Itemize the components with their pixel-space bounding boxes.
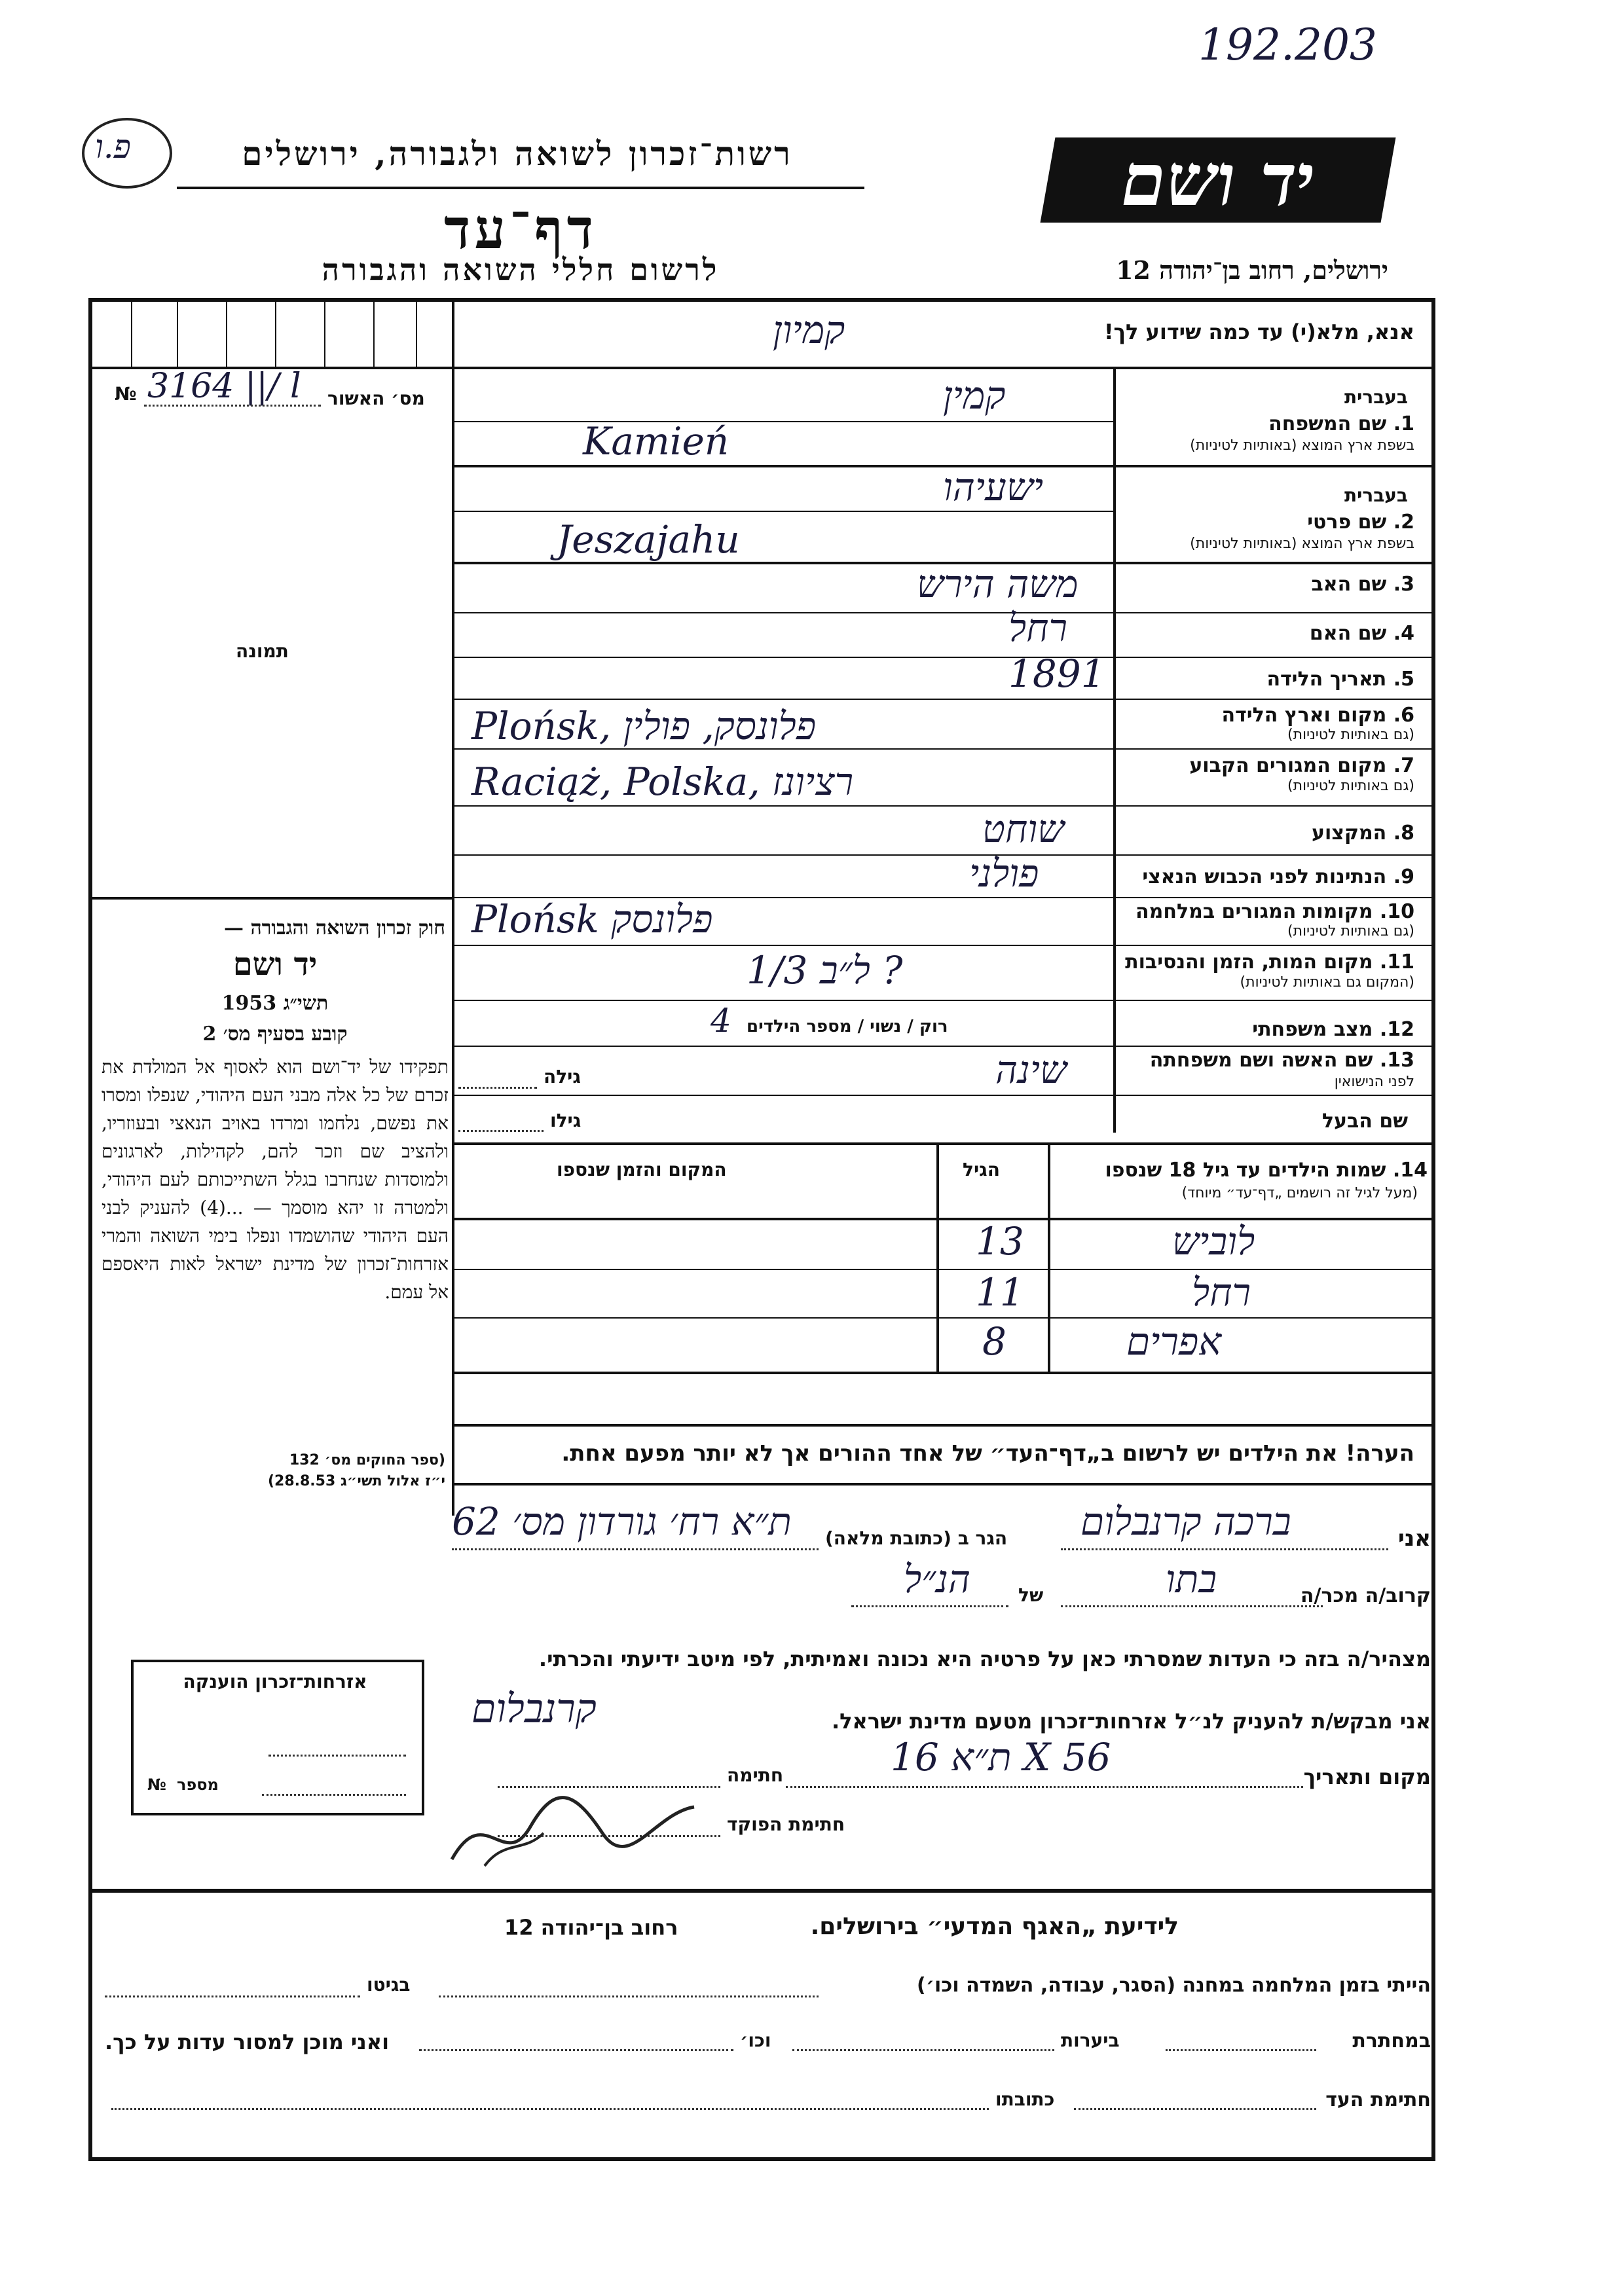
f7-sub: (גם באותיות לטיניות) [1287, 778, 1414, 794]
left-column-divider [452, 298, 454, 1516]
husband-age-line [458, 1130, 544, 1132]
etc-line [419, 2049, 733, 2051]
declarant-ani: אני [1397, 1525, 1431, 1552]
row-rule-12 [454, 1046, 1434, 1047]
row-rule-husband [454, 1142, 1434, 1145]
bottom-section-rule [88, 1889, 1434, 1893]
declarant-name: ברכה קרנבלום [1080, 1499, 1291, 1544]
forests-line [792, 2049, 1054, 2051]
law-text: תפקידו של יד־ושם הוא לאסוף אל המולדת את זכרם של כל אלה מבני העם היהודי, שנפלו ומסרו את נפשם, נלחמו ומרדו באויב הנאצי ובעוזריו, ולהציב שם וזכר להם, לקהילות, לארגונים ולמוסדות שנחרבו בגלל השתייכותם לעם היהודי, ולמטרה זו יהא מוסמך — ...(4) להעניק לבני העם היהודי שהושמדו ונפלו בימי השואה והמרי אזרחות־זכרון של מדינת ישראל לאות היאספם אל עמם. [101, 1056, 449, 1303]
cert-no-sign: № [115, 383, 137, 405]
declarant-of-line [851, 1605, 1008, 1607]
tick-6 [373, 298, 375, 367]
form-title: דף־עד [443, 196, 597, 261]
label-column-divider [1113, 367, 1116, 1133]
law-ref-1: (ספר החוקים מס׳ 132 [289, 1452, 445, 1468]
row-rule-5 [454, 699, 1434, 700]
note-bottom-rule [454, 1483, 1434, 1485]
f4-value: רחל [1008, 606, 1067, 650]
declarant-resides-label: הגר ב (כתובת מלאה) [825, 1527, 1008, 1549]
row-rule-10 [454, 945, 1434, 946]
f7-value: Raciąż, Polska, רציונז [471, 759, 854, 804]
f11-value: ל״ב 1/3 ? [747, 948, 903, 993]
partisans-label: במחתרת [1352, 2030, 1431, 2052]
f1-value-hebrew: קמין [943, 373, 1006, 418]
child-name: רחל [1192, 1270, 1251, 1315]
f5-label: 5. תאריך הלידה [1266, 668, 1414, 691]
f12-children-count: 4 [710, 1002, 731, 1040]
child-name: לוביש [1172, 1219, 1255, 1264]
ready-text: ואני מוכן למסור עדות על כך. [105, 2030, 390, 2054]
row-rule-3 [454, 612, 1434, 613]
ghetto-line [105, 1995, 360, 1997]
ghetto-label: בגיטו [367, 1974, 411, 1995]
children-age-divider [936, 1142, 939, 1372]
tick-5 [324, 298, 325, 367]
certificate-number-label: מספר [177, 1776, 219, 1794]
frame-bottom [88, 2157, 1435, 2161]
row-rule-7 [454, 805, 1434, 807]
law-section: קובע בסעיף מס׳ 2 [202, 1023, 348, 1046]
law-year: תשי״ג 1953 [221, 992, 329, 1015]
yad-vashem-logo: יד ושם [1041, 137, 1396, 223]
header-address: ירושלים, רחוב בן־יהודה 12 [1116, 255, 1388, 285]
declarant-name-line [1061, 1548, 1388, 1550]
f2-value-latin: Jeszajahu [557, 517, 740, 562]
f1-value-latin: Kamień [583, 419, 729, 464]
bottom-title: לידיעת „האגף המדעי״ בירושלים. [810, 1913, 1179, 1940]
officer-signature-scribble [445, 1774, 707, 1879]
certificate-number-line [262, 1794, 406, 1796]
certificate-title: אזרחות־זכרון הוענקה [183, 1671, 367, 1692]
children-header-rule [454, 1218, 1434, 1220]
child-row-rule [454, 1317, 1434, 1319]
f4-label: 4. שם האם [1309, 622, 1414, 645]
note-top-rule [454, 1424, 1434, 1427]
declarant-address-line [452, 1548, 819, 1550]
f1-split [454, 421, 1115, 422]
f13-age-line [458, 1087, 537, 1089]
f11-label: 11. מקום המות, הזמן והנסיבות [1125, 951, 1414, 974]
f3-label: 3. שם האב [1311, 573, 1414, 596]
husband-age-label: גילו [550, 1110, 581, 1131]
law-name: יד ושם [232, 946, 318, 983]
cert-number-line [144, 405, 321, 407]
children-note: הערה! את הילדים יש לרשום ב„דף־העד״ של אחד ההורים אך לא יותר מפעם אחת. [561, 1440, 1414, 1467]
frame-top [88, 298, 1434, 302]
f1-label: 1. שם המשפחה [1268, 412, 1414, 435]
declarant-relative-label: קרוב/ה מכר/ה [1300, 1584, 1431, 1607]
husband-label: שם הבעל [1321, 1110, 1408, 1133]
tick-2 [177, 298, 178, 367]
witness-address-label: כתובתו [995, 2088, 1055, 2110]
f13-value: שינה [995, 1048, 1067, 1092]
row-rule-6 [454, 748, 1434, 750]
f6-value: Plońsk, פלונסק, פולין [471, 704, 817, 748]
f1-hebrew-tag: בעברית [1344, 386, 1408, 408]
f13-age-label: גילה [544, 1066, 581, 1087]
cert-number: 3164 ||/ l [147, 367, 301, 406]
children-place-header: המקום והזמן שנספו [557, 1159, 727, 1180]
law-ref-2: י״ז אלול תשי״ג 28.8.53) [267, 1473, 445, 1489]
bottom-address: רחוב בן־יהודה 12 [504, 1915, 678, 1940]
f13-sub: לפני הנישואין [1334, 1074, 1414, 1090]
tick-1 [131, 298, 132, 367]
certificate-line [268, 1755, 406, 1757]
tick-7 [416, 298, 417, 367]
form-subtitle: לרשום חללי השואה והגבורה [322, 252, 720, 287]
tick-4 [275, 298, 276, 367]
row-rule-11 [454, 1000, 1434, 1001]
witness-signature-label: חתימת העד [1325, 2088, 1431, 2111]
children-header-sub: (מעל לגיל זה רושמים „דף־עד״ מיוחד) [1181, 1185, 1418, 1201]
f12-options: רוק / נשוי / מספר הילדים [747, 1017, 948, 1036]
witness-address-line [111, 2108, 989, 2110]
child-age: 11 [976, 1270, 1024, 1315]
frame-left [88, 298, 92, 2160]
place-date-label: מקום ותאריך [1303, 1764, 1431, 1789]
place-date-value: ת״א 16 X 56 [891, 1735, 1111, 1779]
row-rule-8 [454, 854, 1434, 856]
photo-label: תמונה [236, 640, 289, 662]
f8-value: שוחט [982, 807, 1065, 851]
child-age: 13 [976, 1219, 1024, 1264]
bottom-camp-line: הייתי בזמן המלחמה במחנה (הסגר, עבודה, השמדה וכו׳) [917, 1974, 1431, 1997]
f8-label: 8. המקצוע [1312, 822, 1414, 845]
children-name-divider [1048, 1142, 1050, 1372]
officer-signature-label: חתימת הפוקד [727, 1813, 845, 1835]
header-rule [177, 187, 864, 189]
law-title: חוק זכרון השואה והגבורה — [224, 917, 445, 939]
corner-mark: פ.ו [95, 128, 131, 166]
row-rule-13 [454, 1095, 1434, 1096]
f12-label: 12. מצב משפחתי [1252, 1018, 1414, 1041]
authority-title: רשות־זכרון לשואה ולגבורה, ירושלים [242, 134, 793, 173]
signature-label: חתימה [727, 1764, 784, 1786]
f5-value: 1891 [1008, 651, 1105, 696]
child-name: אפרים [1126, 1319, 1222, 1364]
child-age: 8 [982, 1319, 1006, 1364]
request-text: אני מבקש/ת להעניק לנ״ל אזרחות־זכרון מטעם מדינת ישראל. [832, 1709, 1431, 1734]
declaration-text: מצהיר/ה בזה כי העדות שמסרתי כאן על פרטיה היא נכונה ואמיתית, לפי מיטב ידיעתי והכרתי. [538, 1647, 1431, 1671]
declarant-signature: קרנבלום [471, 1686, 597, 1732]
f13-label: 13. שם האשה ושם משפחתה [1149, 1049, 1414, 1072]
photo-bottom-rule [88, 897, 454, 900]
f2-value-hebrew: ישעיהו [943, 465, 1044, 509]
child-row-rule [454, 1269, 1434, 1270]
f1-sub: בשפת ארץ המוצא (באותיות לטיניות) [1190, 437, 1414, 454]
children-table-bottom [454, 1372, 1434, 1374]
declarant-relation-line [1061, 1605, 1323, 1607]
place-date-line [786, 1786, 1303, 1788]
f6-label: 6. מקום וארץ הלידה [1221, 704, 1414, 727]
declarant-of-value: הנ״ל [904, 1557, 971, 1601]
witness-signature-line [1074, 2108, 1316, 2110]
f10-value: Plońsk פלונסק [471, 897, 713, 941]
f10-label: 10. מקומות המגורים במלחמה [1135, 900, 1414, 923]
declarant-relation: בתו [1166, 1557, 1217, 1601]
f10-sub: (גם באותיות לטיניות) [1287, 923, 1414, 939]
f2-split [454, 511, 1115, 512]
archive-number: 192.203 [1198, 20, 1377, 70]
f9-label: 9. הנתינות לפני הכבוש הנאצי [1142, 866, 1414, 888]
etc-label: וכו׳ [740, 2030, 771, 2051]
row-rule-4 [454, 657, 1434, 658]
certificate-no-sign: № [147, 1776, 166, 1794]
forests-label: ביערות [1061, 2030, 1120, 2051]
f6-sub: (גם באותיות לטיניות) [1287, 727, 1414, 743]
declarant-address: ת״א רח׳ גורדון מס׳ 62 [452, 1499, 792, 1544]
declarant-of-label: של [1018, 1584, 1044, 1606]
f2-label: 2. שם פרטי [1307, 511, 1414, 534]
children-header: 14. שמות הילדים עד גיל 18 שנספו [1105, 1159, 1428, 1182]
camp-line [439, 1995, 819, 1997]
frame-right [1431, 298, 1435, 2160]
f2-sub: בשפת ארץ המוצא (באותיות לטיניות) [1190, 536, 1414, 552]
partisans-line [1166, 2049, 1316, 2051]
f2-hebrew-tag: בעברית [1344, 484, 1408, 506]
f7-label: 7. מקום המגורים הקבוע [1189, 754, 1414, 777]
alt-surname: קמיון [773, 308, 845, 352]
cert-label: מס׳ האשור [327, 388, 425, 409]
f3-value: משה הירש [917, 562, 1079, 606]
tick-3 [226, 298, 227, 367]
f9-value: פולני [969, 851, 1039, 896]
f11-sub: (המקום גם באותיות לטיניות) [1240, 974, 1414, 991]
children-age-header: הגיל [963, 1159, 1000, 1180]
instruction-text: אנא, מלא(י) עד כמה שידוע לך! [1103, 319, 1414, 344]
